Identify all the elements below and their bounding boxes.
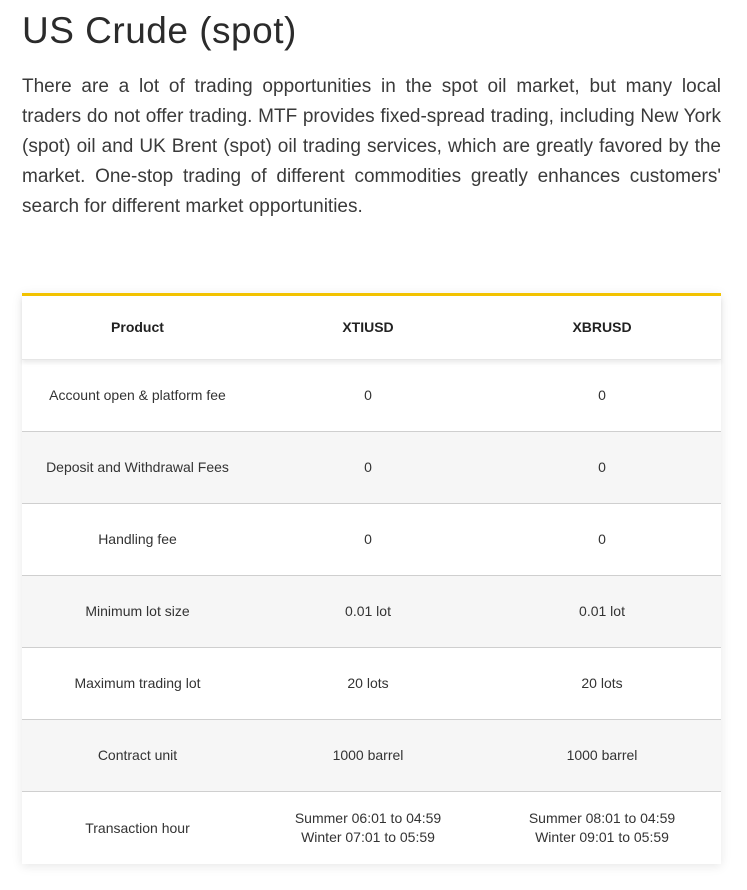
- intro-paragraph: There are a lot of trading opportunities in the spot oil market, but many local traders do not offer trading. MTF provides fixed-spread trading, including New York (spot) oil and UK Brent (spot) oil trading services, which are greatly favored by the market. One-stop trading of different commodities greatly enhances customers' search for different market opportunities.: [22, 76, 721, 217]
- page-title: US Crude (spot): [22, 10, 297, 51]
- xtiusd-value: 0: [364, 459, 372, 475]
- xbrusd-value: 20 lots: [581, 675, 623, 691]
- table-header-row: [22, 296, 721, 360]
- table-row: [22, 360, 721, 432]
- row-label: Deposit and Withdrawal Fees: [46, 459, 229, 475]
- row-label: Maximum trading lot: [74, 675, 201, 691]
- row-label: Handling fee: [98, 531, 177, 547]
- xbrusd-value: 0: [598, 387, 606, 403]
- table-row: [22, 792, 721, 864]
- header-product: Product: [111, 319, 164, 335]
- xtiusd-value: 0: [364, 387, 372, 403]
- xtiusd-value: 0: [364, 531, 372, 547]
- summer-hours: Summer 06:01 to 04:59: [294, 810, 442, 826]
- row-label: Transaction hour: [85, 819, 190, 836]
- row-label: Contract unit: [97, 747, 178, 763]
- table-row: [22, 504, 721, 576]
- xtiusd-value: 1000 barrel: [332, 747, 404, 763]
- winter-hours: Winter 07:01 to 05:59: [301, 829, 435, 845]
- table-row: [22, 576, 721, 648]
- row-label: Minimum lot size: [85, 603, 190, 619]
- xbrusd-value: 0: [598, 531, 606, 547]
- header-xtiusd: XTIUSD: [342, 319, 394, 335]
- winter-hours: Winter 09:01 to 05:59: [535, 829, 669, 845]
- xtiusd-value: [253, 809, 483, 847]
- header-xbrusd: XBRUSD: [572, 319, 632, 335]
- xbrusd-value: 0: [598, 459, 606, 475]
- xbrusd-value: 0.01 lot: [579, 603, 625, 619]
- xbrusd-value: 1000 barrel: [566, 747, 638, 763]
- row-label: Account open & platform fee: [49, 387, 226, 403]
- summer-hours: Summer 08:01 to 04:59: [528, 810, 676, 826]
- xtiusd-value: 20 lots: [347, 675, 389, 691]
- xtiusd-value: 0.01 lot: [345, 603, 391, 619]
- table-row: [22, 648, 721, 720]
- table-row: [22, 720, 721, 792]
- xbrusd-value: [483, 809, 721, 847]
- spec-table: [22, 293, 721, 864]
- table-row: [22, 432, 721, 504]
